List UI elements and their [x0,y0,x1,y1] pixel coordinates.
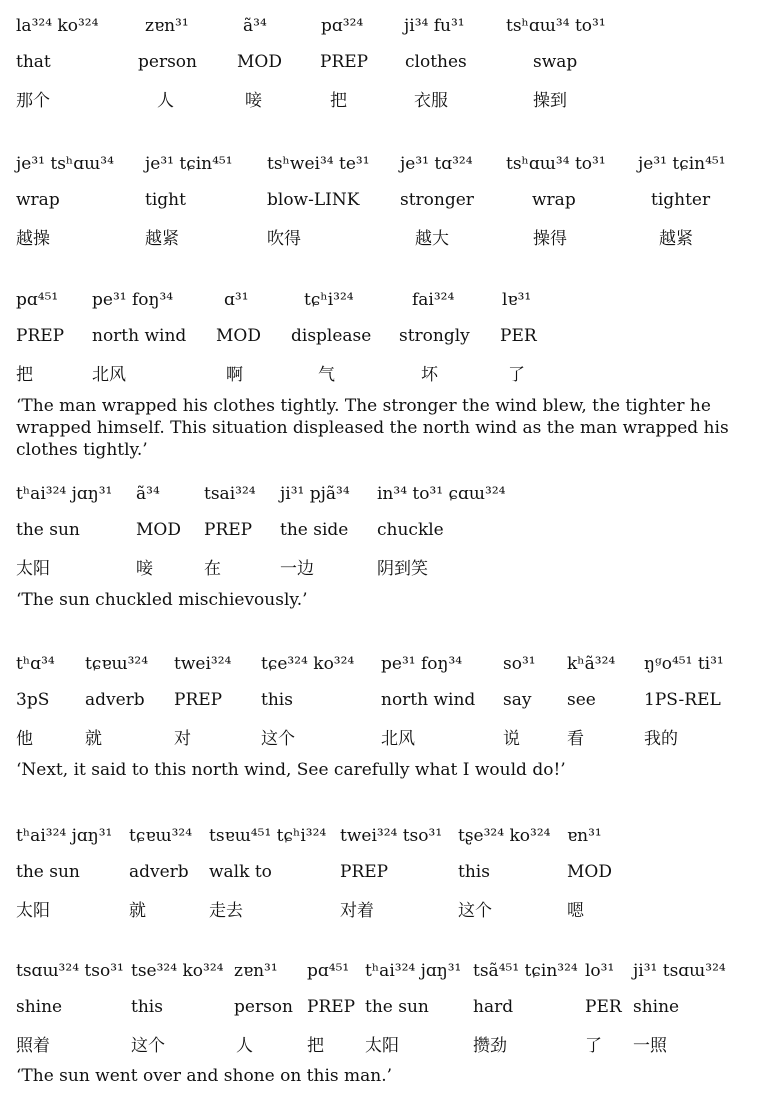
ipa-word: je³¹ tɑ³²⁴ [400,154,473,174]
ipa-word: pɑ⁴⁵¹ [307,961,350,981]
hanzi-word: 在 [204,559,221,579]
ipa-word: in³⁴ to³¹ ɕɑɯ³²⁴ [377,484,506,504]
gloss-word: wrap [16,190,60,210]
gloss-block-2 [16,154,776,258]
hanzi-word: 越紧 [145,229,179,249]
hanzi-word: 越操 [16,229,50,249]
hanzi-word: 北风 [92,365,126,385]
hanzi-line [16,360,776,394]
gloss-line [16,520,776,554]
gloss-word: wrap [532,190,576,210]
ipa-word: tʰai³²⁴ jɑŋ³¹ [16,826,113,846]
ipa-word: tɕʰi³²⁴ [304,290,354,310]
ipa-word: tɕɐɯ³²⁴ [129,826,193,846]
gloss-word: stronger [400,190,474,210]
gloss-word: MOD [136,520,181,540]
gloss-line [16,862,776,896]
hanzi-line [16,724,776,758]
gloss-word: shine [633,997,680,1017]
ipa-word: tsʰɑɯ³⁴ to³¹ [506,154,606,174]
ipa-line [16,826,776,862]
translation-1: ‘The man wrapped his clothes tightly. The stronger the wind blew, the tighter he wrapped himself. This situation displeased the north wind as the man wrapped his clothes tightly.’ [16,396,729,460]
gloss-block-5 [16,654,776,758]
hanzi-word: 人 [236,1036,253,1056]
gloss-block-3 [16,290,776,394]
gloss-word: PREP [174,690,223,710]
ipa-word: ã³⁴ [243,16,267,36]
hanzi-word: 就 [85,729,102,749]
gloss-line [16,190,776,224]
ipa-word: kʰã³²⁴ [567,654,616,674]
hanzi-word: 越大 [415,229,449,249]
hanzi-word: 太阳 [16,901,50,921]
ipa-word: tsɐɯ⁴⁵¹ tɕʰi³²⁴ [209,826,327,846]
gloss-block-6 [16,826,776,930]
ipa-word: ŋᵍo⁴⁵¹ ti³¹ [644,654,724,674]
gloss-word: PREP [307,997,356,1017]
gloss-word: adverb [129,862,189,882]
ipa-word: pe³¹ foŋ³⁴ [92,290,174,310]
ipa-line [16,16,776,52]
ipa-word: lo³¹ [585,961,615,981]
ipa-word: la³²⁴ ko³²⁴ [16,16,99,36]
gloss-word: adverb [85,690,145,710]
ipa-line [16,154,776,190]
gloss-word: 3pS [16,690,50,710]
hanzi-word: 我的 [644,729,678,749]
gloss-word: chuckle [377,520,444,540]
gloss-word: the side [280,520,349,540]
ipa-word: tsã⁴⁵¹ tɕin³²⁴ [473,961,578,981]
ipa-word: ji³⁴ fu³¹ [404,16,465,36]
ipa-word: ji³¹ tsɑɯ³²⁴ [633,961,726,981]
ipa-word: tʂe³²⁴ ko³²⁴ [458,826,551,846]
ipa-word: fai³²⁴ [412,290,455,310]
hanzi-word: 了 [508,365,525,385]
hanzi-word: 一边 [280,559,314,579]
hanzi-word: 把 [330,91,347,111]
hanzi-word: 衣服 [414,91,448,111]
gloss-line [16,326,776,360]
gloss-word: shine [16,997,63,1017]
hanzi-word: 这个 [261,729,295,749]
gloss-word: north wind [381,690,476,710]
gloss-word: the sun [16,862,80,882]
ipa-word: tsʰɑɯ³⁴ to³¹ [506,16,606,36]
gloss-word: PER [585,997,622,1017]
hanzi-word: 吹得 [267,229,301,249]
ipa-line [16,290,776,326]
gloss-block-1 [16,16,776,120]
hanzi-line [16,896,776,930]
gloss-word: strongly [399,326,470,346]
ipa-word: zɐn³¹ [234,961,278,981]
hanzi-word: 对 [174,729,191,749]
hanzi-line [16,554,776,588]
hanzi-word: 太阳 [365,1036,399,1056]
gloss-word: that [16,52,51,72]
hanzi-word: 一照 [633,1036,667,1056]
hanzi-word: 这个 [131,1036,165,1056]
ipa-word: ɑ³¹ [224,290,249,310]
ipa-word: tʰai³²⁴ jɑŋ³¹ [16,484,113,504]
ipa-word: ɐn³¹ [567,826,602,846]
gloss-word: displease [291,326,372,346]
translation-2: ‘The sun chuckled mischievously.’ [16,590,308,610]
hanzi-word: 越紧 [659,229,693,249]
gloss-line [16,690,776,724]
ipa-word: so³¹ [503,654,536,674]
hanzi-line [16,224,776,258]
ipa-word: twei³²⁴ tso³¹ [340,826,443,846]
ipa-word: tsʰwei³⁴ te³¹ [267,154,370,174]
hanzi-word: 嗯 [567,901,584,921]
hanzi-word: 说 [503,729,520,749]
gloss-word: hard [473,997,514,1017]
hanzi-word: 操到 [533,91,567,111]
gloss-word: this [131,997,163,1017]
gloss-block-7 [16,961,776,1065]
ipa-word: lɐ³¹ [502,290,532,310]
ipa-word: tsai³²⁴ [204,484,256,504]
gloss-word: PREP [320,52,369,72]
hanzi-word: 那个 [16,91,50,111]
gloss-word: 1PS-REL [644,690,721,710]
gloss-word: person [234,997,293,1017]
gloss-word: see [567,690,596,710]
gloss-word: PREP [204,520,253,540]
hanzi-word: 坏 [421,365,438,385]
gloss-word: walk to [209,862,272,882]
hanzi-word: 太阳 [16,559,50,579]
ipa-word: zɐn³¹ [145,16,189,36]
gloss-word: tight [145,190,186,210]
hanzi-word: 攒劲 [473,1036,507,1056]
ipa-word: je³¹ tsʰɑɯ³⁴ [16,154,114,174]
hanzi-word: 北风 [381,729,415,749]
gloss-word: MOD [237,52,282,72]
translation-3: ‘Next, it said to this north wind, See carefully what I would do!’ [16,760,566,780]
gloss-word: tighter [651,190,711,210]
translation-4: ‘The sun went over and shone on this man.’ [16,1066,393,1086]
hanzi-word: 对着 [340,901,374,921]
ipa-word: pɑ⁴⁵¹ [16,290,59,310]
hanzi-word: 看 [567,729,584,749]
ipa-word: pɑ³²⁴ [321,16,364,36]
ipa-word: tʰai³²⁴ jɑŋ³¹ [365,961,462,981]
gloss-block-4 [16,484,776,588]
hanzi-line [16,1031,776,1065]
hanzi-word: 啊 [226,365,243,385]
gloss-word: PREP [340,862,389,882]
ipa-word: tsɑɯ³²⁴ tso³¹ [16,961,124,981]
hanzi-word: 把 [307,1036,324,1056]
hanzi-word: 唼 [245,91,262,111]
hanzi-word: 把 [16,365,33,385]
hanzi-word: 唼 [136,559,153,579]
gloss-word: MOD [567,862,612,882]
gloss-word: north wind [92,326,187,346]
ipa-line [16,654,776,690]
hanzi-word: 操得 [533,229,567,249]
gloss-word: this [458,862,490,882]
gloss-word: blow-LINK [267,190,360,210]
gloss-word: the sun [365,997,429,1017]
gloss-word: the sun [16,520,80,540]
ipa-word: je³¹ tɕin⁴⁵¹ [638,154,726,174]
gloss-word: PREP [16,326,65,346]
hanzi-word: 就 [129,901,146,921]
hanzi-word: 他 [16,729,33,749]
ipa-word: je³¹ tɕin⁴⁵¹ [145,154,233,174]
gloss-word: PER [500,326,537,346]
gloss-word: person [138,52,197,72]
ipa-line [16,484,776,520]
gloss-word: MOD [216,326,261,346]
gloss-word: this [261,690,293,710]
ipa-word: ã³⁴ [136,484,160,504]
hanzi-word: 气 [318,365,335,385]
hanzi-word: 这个 [458,901,492,921]
ipa-word: tse³²⁴ ko³²⁴ [131,961,224,981]
gloss-word: swap [533,52,578,72]
ipa-word: twei³²⁴ [174,654,232,674]
ipa-word: tɕɐɯ³²⁴ [85,654,149,674]
ipa-line [16,961,776,997]
hanzi-word: 走去 [209,901,243,921]
hanzi-line [16,86,776,120]
hanzi-word: 人 [157,91,174,111]
hanzi-word: 照着 [16,1036,50,1056]
ipa-word: ji³¹ pjã³⁴ [280,484,350,504]
gloss-word: clothes [405,52,467,72]
gloss-word: say [503,690,532,710]
gloss-line [16,997,776,1031]
ipa-word: pe³¹ foŋ³⁴ [381,654,463,674]
ipa-word: tɕe³²⁴ ko³²⁴ [261,654,355,674]
gloss-line [16,52,776,86]
hanzi-word: 了 [585,1036,602,1056]
ipa-word: tʰɑ³⁴ [16,654,55,674]
hanzi-word: 阴到笑 [377,559,428,579]
